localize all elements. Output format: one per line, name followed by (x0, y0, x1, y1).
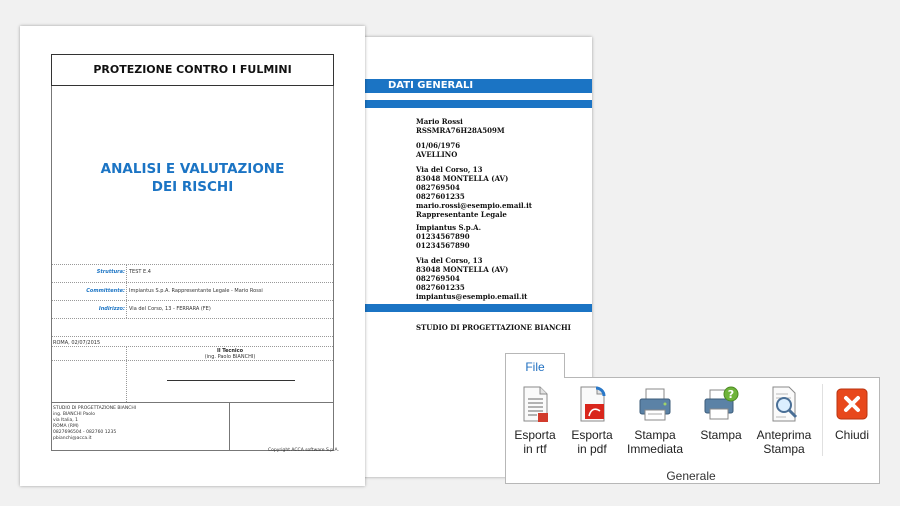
person-address-block: Via del Corso, 13 83048 MONTELLA (AV) 082769504 0827601235 mario.rossi@esempio.email.it Rappresentante Legale (416, 165, 533, 219)
committente-label: Committente: (86, 288, 125, 294)
footer-divider-bar (342, 304, 592, 312)
person-block: Mario Rossi RSSMRA76H28A509M (416, 117, 505, 135)
close-button[interactable]: Chiudi (823, 384, 881, 442)
ribbon-toolbar (505, 377, 880, 484)
print-preview-icon (764, 384, 804, 424)
place-date: ROMA, 02/07/2015 (53, 340, 101, 346)
print-preview-button[interactable]: Anteprima Stampa (755, 384, 813, 456)
signature-line (167, 380, 295, 381)
studio-name: STUDIO DI PROGETTAZIONE BIANCHI (416, 323, 571, 332)
print-immediate-button[interactable]: Stampa Immediata (626, 384, 684, 456)
section-divider-bar (342, 100, 592, 108)
tecnico-name: (ing. Paolo BIANCHI) (204, 354, 256, 360)
export-pdf-button[interactable]: Esporta in pdf (563, 384, 621, 456)
company-block: Impiantus S.p.A. 01234567890 01234567890 (416, 223, 482, 250)
export-rtf-button[interactable]: Esporta in rtf (506, 384, 564, 456)
print-button[interactable]: ? Stampa (692, 384, 750, 442)
printer-help-icon (701, 384, 741, 424)
divider (52, 346, 333, 347)
column-divider (126, 264, 127, 318)
indirizzo-value: Via del Corso, 13 - FERRARA (FE) (129, 306, 211, 312)
cover-heading: ANALISI E VALUTAZIONE DEI RISCHI (100, 161, 285, 195)
tecnico-label: Il Tecnico (216, 348, 244, 354)
indirizzo-label: Indirizzo: (98, 306, 125, 312)
group-label: Generale (666, 469, 716, 483)
divider (52, 300, 333, 301)
close-icon (832, 384, 872, 424)
divider (52, 318, 333, 319)
divider (52, 264, 333, 265)
section-title: DATI GENERALI (388, 80, 474, 91)
committente-value: Impiantus S.p.A. Rappresentante Legale - Mario Rossi (129, 288, 263, 294)
company-address-block: Via del Corso, 13 83048 MONTELLA (AV) 082769504 0827601235 impiantus@esempio.email.it (416, 256, 528, 301)
svg-text:?: ? (727, 388, 735, 401)
struttura-value: TEST E.4 (129, 269, 151, 275)
studio-info: STUDIO DI PROGETTAZIONE BIANCHI ing. BIANCHI Paolo via Italia, 1 ROMA (RM) 0827696504 - 082760 1235 pbianchi@acca.it (53, 406, 137, 441)
birth-block: 01/06/1976 AVELLINO (416, 141, 461, 159)
divider (52, 402, 333, 403)
divider (52, 360, 333, 361)
copyright: Copyright ACCA software S.p.A. (268, 448, 339, 453)
divider (52, 336, 333, 337)
printer-icon (635, 384, 675, 424)
column-divider (229, 402, 230, 451)
tab-file[interactable]: File (505, 353, 565, 378)
column-divider (126, 346, 127, 402)
pdf-document-icon (572, 384, 612, 424)
document-title: PROTEZIONE CONTRO I FULMINI (51, 54, 334, 86)
rtf-document-icon (515, 384, 555, 424)
divider (52, 282, 333, 283)
front-cover-page (20, 26, 365, 486)
struttura-label: Struttura: (96, 269, 125, 275)
